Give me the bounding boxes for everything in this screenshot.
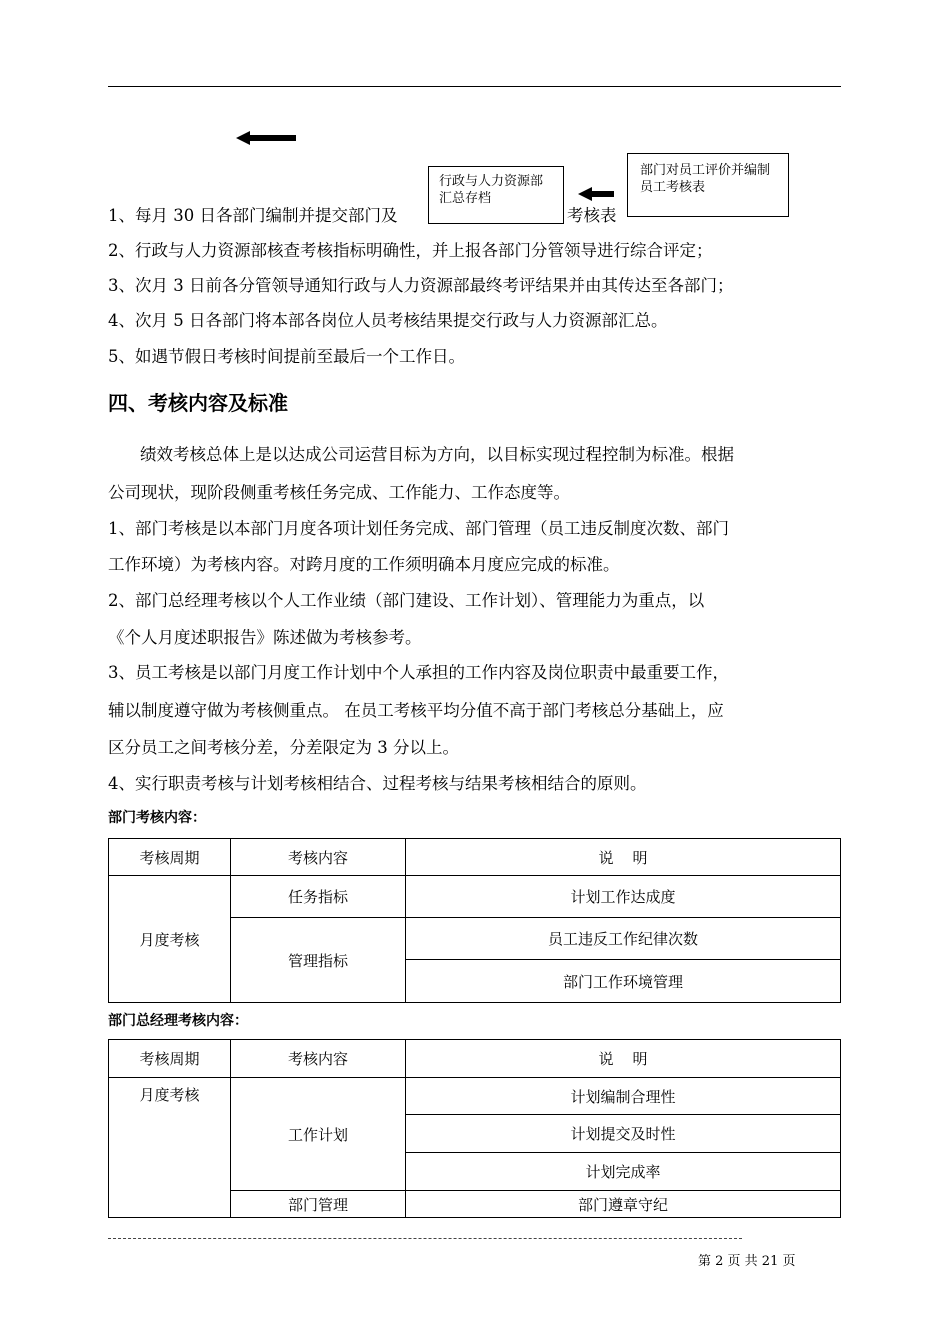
- table-cell-period: 月度考核: [109, 876, 231, 1003]
- flow-box-dept: [627, 153, 789, 217]
- process-line-5: 5、如遇节假日考核时间提前至最后一个工作日。: [108, 347, 465, 366]
- table-cell-desc: 计划编制合理性: [406, 1078, 841, 1115]
- table-cell-desc: 部门遵章守纪: [406, 1191, 841, 1218]
- table2-caption: 部门总经理考核内容：: [108, 1013, 248, 1029]
- page-number: 第 2 页 共 21 页: [698, 1254, 796, 1269]
- table-cell-period: 月度考核: [109, 1078, 231, 1218]
- footer-rule: [108, 1238, 742, 1239]
- process-line-2: 2、行政与人力资源部核查考核指标明确性，并上报各部门分管领导进行综合评定；: [108, 241, 713, 260]
- body-para-1b: 公司现状，现阶段侧重考核任务完成、工作能力、工作态度等。: [108, 483, 570, 502]
- body-para-3b: 《个人月度述职报告》陈述做为考核参考。: [108, 628, 422, 647]
- table-cell-desc: 计划完成率: [406, 1153, 841, 1191]
- table-cell-desc: 计划工作达成度: [406, 876, 841, 918]
- table-cell-desc: 计划提交及时性: [406, 1115, 841, 1153]
- table-header: 考核周期: [109, 839, 231, 876]
- body-para-2a: 1、部门考核是以本部门月度各项计划任务完成、部门管理（员工违反制度次数、部门: [108, 519, 729, 538]
- body-para-1a: 绩效考核总体上是以达成公司运营目标为方向，以目标实现过程控制为标准。根据: [140, 445, 734, 464]
- table-dept-assessment: [108, 838, 841, 1003]
- table-cell-desc: 员工违反工作纪律次数: [406, 918, 841, 960]
- process-line-3: 3、次月 3 日前各分管领导通知行政与人力资源部最终考评结果并由其传达至各部门；: [108, 276, 734, 295]
- process-line-1-b: 考核表: [567, 206, 617, 225]
- left-arrow-icon: [236, 131, 296, 145]
- flow-box-admin: [428, 166, 564, 224]
- body-para-3a: 2、部门总经理考核以个人工作业绩（部门建设、工作计划）、管理能力为重点，以: [108, 591, 705, 610]
- body-para-2b: 工作环境）为考核内容。对跨月度的工作须明确本月度应完成的标准。: [108, 555, 620, 574]
- table1-caption: 部门考核内容：: [108, 810, 206, 826]
- table-header: 考核内容: [231, 1040, 406, 1078]
- body-para-4b: 辅以制度遵守做为考核侧重点。 在员工考核平均分值不高于部门考核总分基础上，应: [108, 701, 724, 720]
- table-gm-assessment: [108, 1039, 841, 1218]
- process-line-1: [108, 202, 397, 226]
- table-cell-content: 工作计划: [231, 1078, 406, 1191]
- body-para-4a: 3、员工考核是以部门月度工作计划中个人承担的工作内容及岗位职责中最重要工作，: [108, 663, 729, 682]
- process-line-1b: [567, 202, 617, 226]
- table-header: 说 明: [406, 1040, 841, 1078]
- body-para-4c: 区分员工之间考核分差，分差限定为 3 分以上。: [108, 738, 459, 757]
- table-cell-content: 部门管理: [231, 1191, 406, 1218]
- table-cell-desc: 部门工作环境管理: [406, 960, 841, 1003]
- flow-box-dept-text: 部门对员工评价并编制员工考核表: [640, 163, 771, 195]
- body-para-5: 4、实行职责考核与计划考核相结合、过程考核与结果考核相结合的原则。: [108, 774, 647, 793]
- table-cell-content: 管理指标: [231, 918, 406, 1003]
- left-arrow-icon: [578, 187, 614, 201]
- table-header: 考核周期: [109, 1040, 231, 1078]
- header-rule: [108, 86, 841, 87]
- section-heading: 四、考核内容及标准: [108, 391, 288, 415]
- table-cell-content: 任务指标: [231, 876, 406, 918]
- flow-box-admin-text: 行政与人力资源部汇总存档: [439, 174, 544, 206]
- table-header: 说 明: [406, 839, 841, 876]
- process-line-1-a: 1、每月 30 日各部门编制并提交部门及: [108, 206, 398, 225]
- table-header: 考核内容: [231, 839, 406, 876]
- process-line-4: 4、次月 5 日各部门将本部各岗位人员考核结果提交行政与人力资源部汇总。: [108, 311, 668, 330]
